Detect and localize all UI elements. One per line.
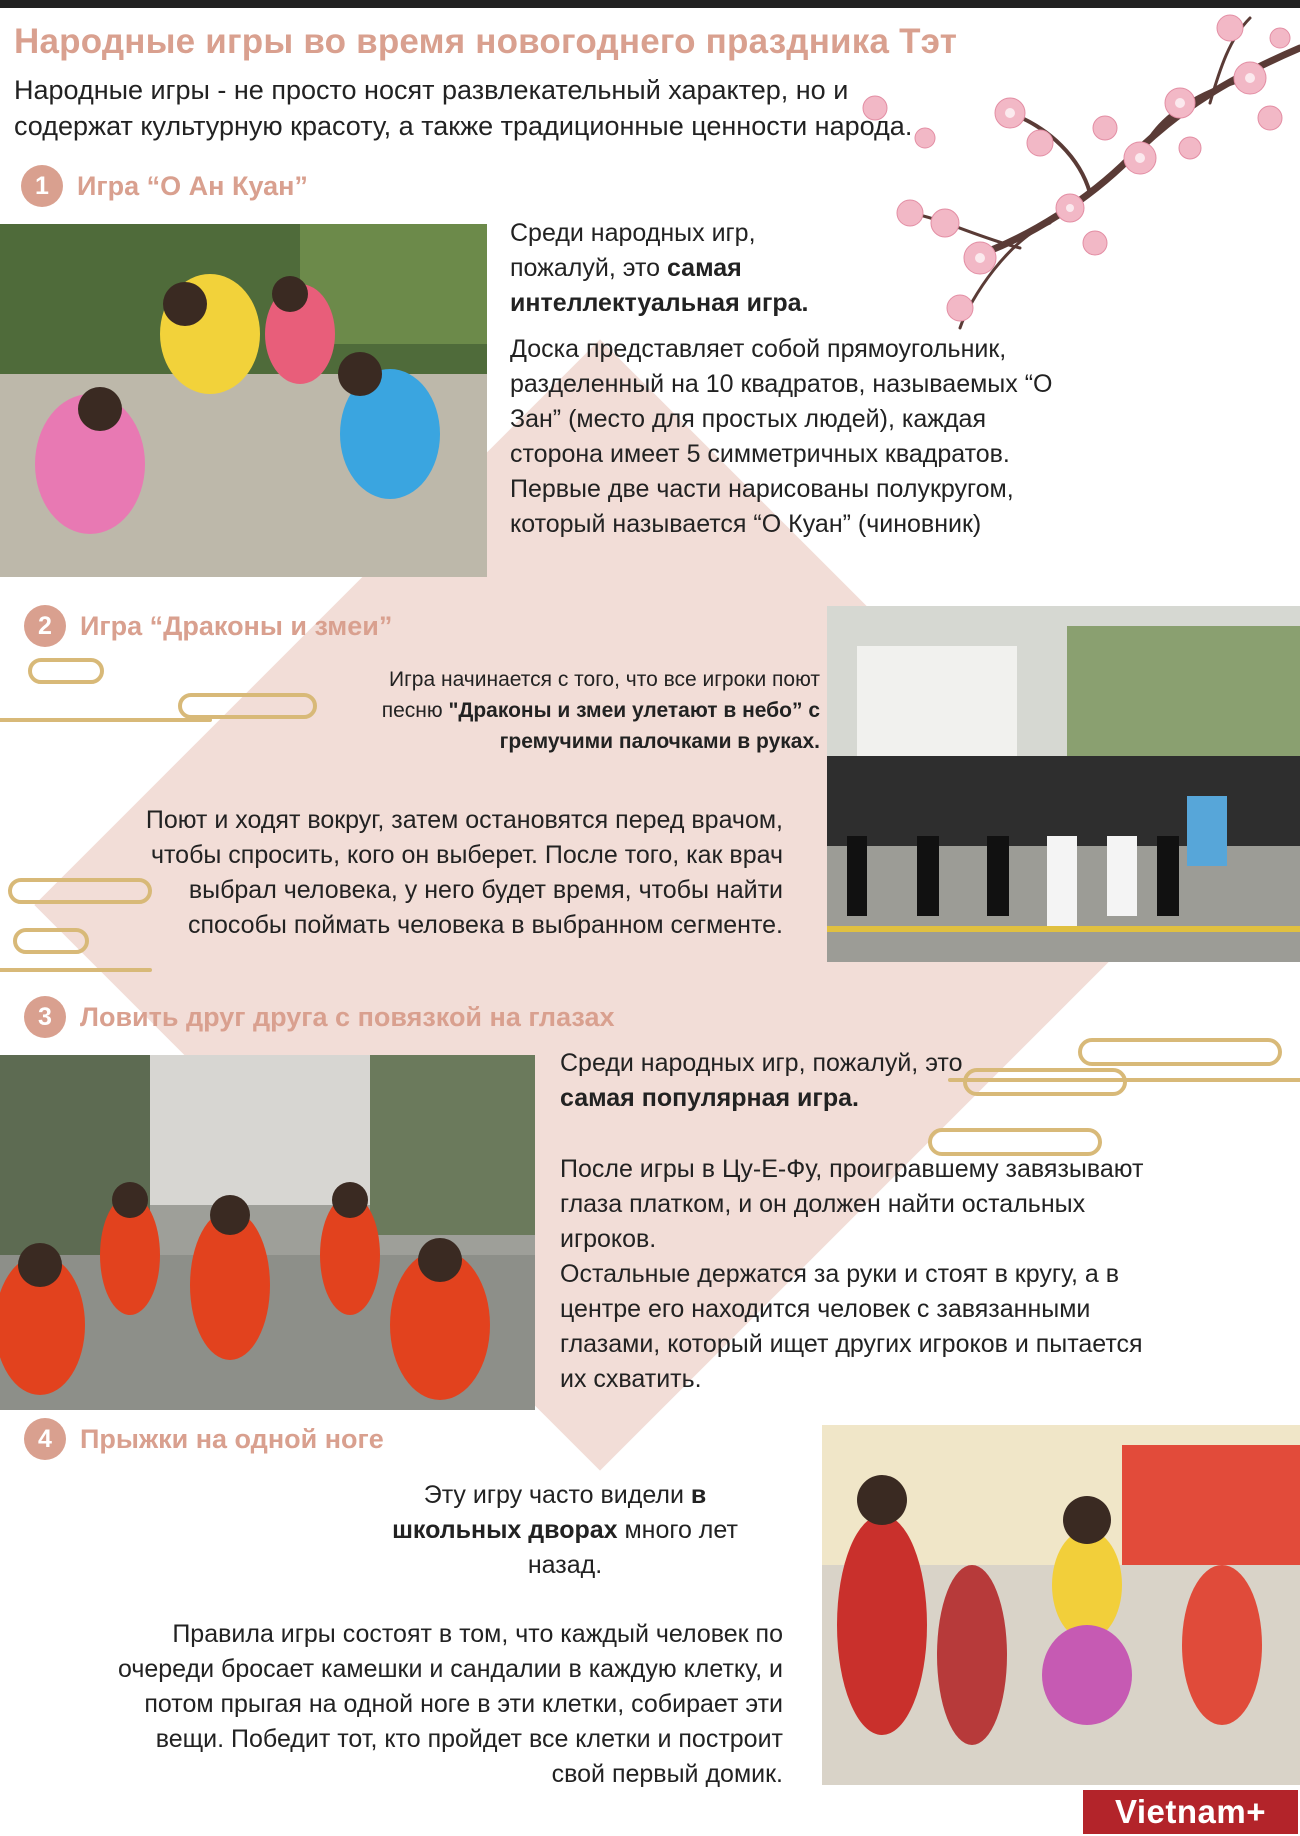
section-number: 1 xyxy=(21,165,63,207)
section-2-text-2: Поют и ходят вокруг, затем остановятся перед врачом, чтобы спросить, кого он выберет. После того, как врач выбрал человека, у него будет время, чтобы найти способы поймать человека в выбранном сегменте. xyxy=(145,806,783,939)
photo-blindfold-game xyxy=(0,1055,535,1410)
section-4-text-2: Правила игры состоят в том, что каждый человек по очереди бросает камешки и сандалии в каждую клетку, и потом прыгая на одной ноге в эти клетки, собирает эти вещи. Победит тот, кто пройдет все клетки и построит свой первый домик. xyxy=(117,1620,783,1788)
section-4-text-1: Эту игру часто видели в школьных дворах много лет назад. xyxy=(392,1481,738,1579)
photo-dragons-and-snakes xyxy=(827,606,1300,962)
section-3-header xyxy=(24,996,615,1038)
section-title: Ловить друг друга с повязкой на глазах xyxy=(80,1001,615,1032)
section-1-text-1: Среди народных игр, пожалуй, это самая интеллектуальная игра. xyxy=(510,219,809,317)
photo-o-an-quan xyxy=(0,224,487,577)
section-title: Прыжки на одной ноге xyxy=(80,1423,384,1454)
section-1-text-2: Доска представляет собой прямоугольник, разделенный на 10 квадратов, называемых “О Зан” (место для простых людей), каждая сторона имеет 5 симметричных квадратов. Первые две части нарисованы полукругом, который называется “О Куан” (чиновник) xyxy=(510,335,1053,538)
section-3-text-1: Среди народных игр, пожалуй, это самая популярная игра. xyxy=(560,1049,963,1112)
section-number: 3 xyxy=(24,996,66,1038)
section-number: 4 xyxy=(24,1418,66,1460)
intro-text: Народные игры - не просто носят развлекательный характер, но и содержат культурную красоту, а также традиционные ценности народа. xyxy=(14,75,913,141)
page-title: Народные игры во время новогоднего праздника Тэт xyxy=(14,22,958,61)
section-4-header xyxy=(24,1418,384,1460)
section-2-text-1: Игра начинается с того, что все игроки поют песню "Драконы и змеи улетают в небо” с гремучими палочками в руках. xyxy=(381,668,820,753)
vietnamplus-logo: Vietnam+ xyxy=(1083,1790,1298,1834)
section-title: Игра “О Ан Куан” xyxy=(77,170,308,201)
section-3-text-2: После игры в Цу-Е-Фу, проигравшему завязывают глаза платком, и он должен найти остальных игроков. xyxy=(560,1155,1144,1253)
section-3-text-3: Остальные держатся за руки и стоят в кругу, а в центре его находится человек с завязанными глазами, который ищет других игроков и пытается их схватить. xyxy=(560,1260,1143,1393)
section-number: 2 xyxy=(24,605,66,647)
section-1-header xyxy=(21,165,308,207)
section-title: Игра “Драконы и змеи” xyxy=(80,610,393,641)
photo-hopscotch xyxy=(822,1425,1300,1785)
